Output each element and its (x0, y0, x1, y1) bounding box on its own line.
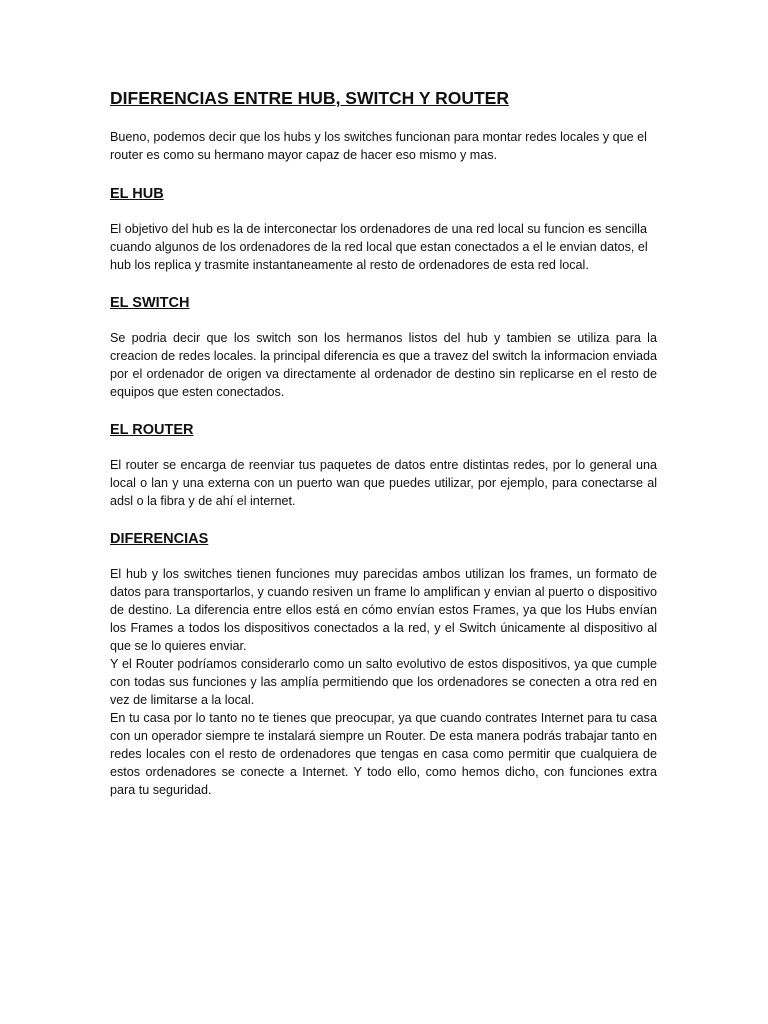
section-switch (110, 293, 657, 401)
diferencias-paragraph-1: El hub y los switches tienen funciones muy parecidas ambos utilizan los frames, un formato de datos para transportarlos, y cuando resiven un frame lo amplifican y envian al puerto o dispositivo de destino. La diferencia entre ellos está en cómo envían estos Frames, ya que los Hubs envían los Frames a todos los dispositivos conectados a la red, y el Switch únicamente al dispositivo al que se lo quieres enviar. (110, 567, 657, 653)
router-paragraph: El router se encarga de reenviar tus paquetes de datos entre distintas redes, por lo general una local o lan y una externa con un puerto wan que puedes utilizar, por ejemplo, para conectarse al adsl o la fibra y de ahí el internet. (110, 458, 657, 508)
section-heading-diferencias: DIFERENCIAS (110, 531, 209, 547)
diferencias-paragraph-3: En tu casa por lo tanto no te tienes que preocupar, ya que cuando contrates Internet para tu casa con un operador siempre te instalará siempre un Router. De esta manera podrás trabajar tanto en redes locales con el resto de ordenadores que tengas en casa como permitir que cualquiera de estos ordenadores se conecte a Internet. Y todo ello, como hemos dicho, con funciones extra para tu seguridad. (110, 711, 657, 797)
diferencias-paragraph-2: Y el Router podríamos considerarlo como un salto evolutivo de estos dispositivos, ya que cumple con todas sus funciones y las amplía permitiendo que los ordenadores se conecten a otra red en vez de limitarse a la local. (110, 657, 657, 707)
document-page (110, 86, 657, 799)
hub-paragraph: El objetivo del hub es la de interconectar los ordenadores de una red local su funcion es sencilla cuando algunos de los ordenadores de la red local que estan conectados a el le envian datos, el hub los replica y trasmite instantaneamente al resto de ordenadores de esta red local. (110, 222, 648, 272)
switch-paragraph: Se podria decir que los switch son los hermanos listos del hub y tambien se utiliza para la creacion de redes locales. la principal diferencia es que a travez del switch la informacion enviada por el ordenador de origen va directamente al ordenador de destino sin replicarse en el resto de equipos que esten conectados. (110, 331, 657, 399)
section-router (110, 420, 657, 510)
section-hub (110, 184, 657, 274)
section-heading-router: EL ROUTER (110, 422, 194, 438)
section-diferencias (110, 529, 657, 799)
section-heading-switch: EL SWITCH (110, 295, 190, 311)
section-heading-hub: EL HUB (110, 186, 164, 202)
intro-paragraph: Bueno, podemos decir que los hubs y los switches funcionan para montar redes locales y que el router es como su hermano mayor capaz de hacer eso mismo y mas. (110, 130, 647, 162)
page-title: DIFERENCIAS ENTRE HUB, SWITCH Y ROUTER (110, 88, 509, 108)
